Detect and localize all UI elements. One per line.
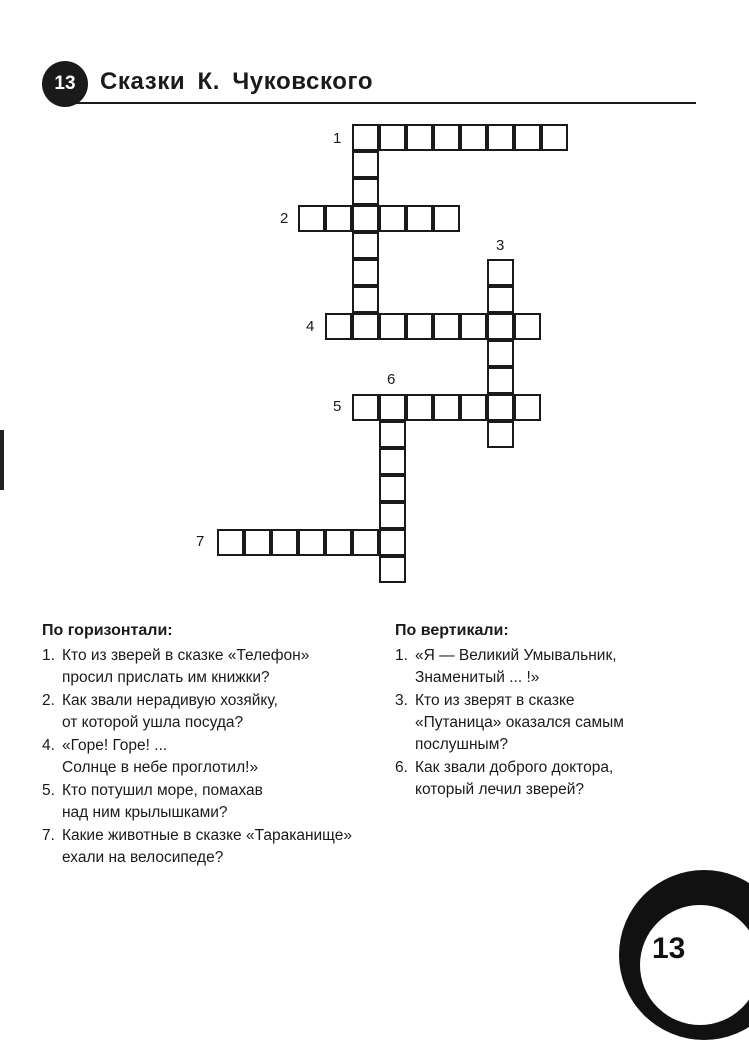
crossword-cell[interactable]	[217, 529, 244, 556]
crossword-cell[interactable]	[487, 286, 514, 313]
crossword-cell[interactable]	[487, 421, 514, 448]
across-clue-list	[42, 645, 372, 870]
clue-text: Кто из зверят в сказке «Путаница» оказался самым послушным?	[415, 692, 624, 753]
crossword-cell[interactable]	[406, 124, 433, 151]
crossword-cell[interactable]	[460, 124, 487, 151]
crossword-cell[interactable]	[271, 529, 298, 556]
clue-number: 2.	[42, 692, 55, 709]
page-title: Сказки К. Чуковского	[100, 68, 374, 95]
crossword-cell[interactable]	[352, 259, 379, 286]
crossword-cell[interactable]	[352, 232, 379, 259]
clue-text: Какие животные в сказке «Тараканище» ехали на велосипеде?	[62, 827, 352, 866]
crossword-cell[interactable]	[352, 529, 379, 556]
crossword-cell[interactable]	[379, 475, 406, 502]
crossword-number-6: 6	[387, 371, 396, 388]
across-clue	[42, 690, 372, 734]
across-clue	[42, 645, 372, 689]
crossword-cell[interactable]	[487, 259, 514, 286]
crossword-cell[interactable]	[352, 205, 379, 232]
clue-number: 4.	[42, 737, 55, 754]
crossword-cell[interactable]	[487, 340, 514, 367]
clue-text: Кто из зверей в сказке «Телефон» просил прислать им книжки?	[62, 647, 310, 686]
across-clue	[42, 780, 372, 824]
across-clue	[42, 825, 372, 869]
crossword-cell[interactable]	[406, 313, 433, 340]
crossword-cell[interactable]	[433, 205, 460, 232]
across-heading: По горизонтали:	[42, 622, 173, 639]
clue-number: 1.	[395, 647, 408, 664]
crossword-cell[interactable]	[298, 529, 325, 556]
clue-number: 5.	[42, 782, 55, 799]
down-clue	[395, 757, 695, 801]
crossword-number-2: 2	[280, 210, 289, 227]
crossword-cell[interactable]	[379, 529, 406, 556]
clue-number: 6.	[395, 759, 408, 776]
crossword-cell[interactable]	[406, 394, 433, 421]
crossword-cell[interactable]	[514, 124, 541, 151]
crossword-cell[interactable]	[379, 313, 406, 340]
crossword-cell[interactable]	[352, 124, 379, 151]
crossword-cell[interactable]	[487, 124, 514, 151]
down-clue	[395, 645, 695, 689]
down-heading: По вертикали:	[395, 622, 509, 639]
crossword-cell[interactable]	[487, 313, 514, 340]
crossword-cell[interactable]	[379, 448, 406, 475]
page-edge-mark	[0, 430, 4, 490]
crossword-cell[interactable]	[514, 313, 541, 340]
clue-number: 7.	[42, 827, 55, 844]
down-clue-list	[395, 645, 695, 802]
crossword-cell[interactable]	[406, 205, 433, 232]
clue-number: 3.	[395, 692, 408, 709]
crossword-cell[interactable]	[325, 529, 352, 556]
crossword-cell[interactable]	[487, 394, 514, 421]
clue-text: Как звали доброго доктора, который лечил зверей?	[415, 759, 614, 798]
crossword-cell[interactable]	[514, 394, 541, 421]
crossword-cell[interactable]	[352, 286, 379, 313]
crossword-cell[interactable]	[433, 394, 460, 421]
crossword-cell[interactable]	[379, 124, 406, 151]
crossword-cell[interactable]	[460, 394, 487, 421]
crossword-cell[interactable]	[352, 151, 379, 178]
page-number: 13	[652, 932, 686, 965]
crossword-cell[interactable]	[352, 178, 379, 205]
crossword-cell[interactable]	[433, 313, 460, 340]
crossword-cell[interactable]	[460, 313, 487, 340]
crossword-cell[interactable]	[244, 529, 271, 556]
crossword-cell[interactable]	[298, 205, 325, 232]
clue-text: Кто потушил море, помахав над ним крылышками?	[62, 782, 263, 821]
clue-text: Как звали нерадивую хозяйку, от которой ушла посуда?	[62, 692, 278, 731]
across-clue	[42, 735, 372, 779]
crossword-cell[interactable]	[487, 367, 514, 394]
crossword-cell[interactable]	[379, 502, 406, 529]
crossword-number-1: 1	[333, 130, 342, 147]
crossword-cell[interactable]	[541, 124, 568, 151]
down-clue	[395, 690, 695, 756]
crossword-cell[interactable]	[325, 313, 352, 340]
clue-number: 1.	[42, 647, 55, 664]
crossword-cell[interactable]	[352, 394, 379, 421]
crossword-cell[interactable]	[352, 313, 379, 340]
crossword-cell[interactable]	[325, 205, 352, 232]
section-number: 13	[54, 73, 76, 94]
crossword-cell[interactable]	[433, 124, 460, 151]
crossword-number-7: 7	[196, 533, 205, 550]
crossword-cell[interactable]	[379, 394, 406, 421]
crossword-cell[interactable]	[379, 421, 406, 448]
clue-text: «Я — Великий Умывальник, Знаменитый ... !»	[415, 647, 617, 686]
crossword-number-3: 3	[496, 237, 505, 254]
crossword-number-4: 4	[306, 318, 315, 335]
crossword-cell[interactable]	[379, 556, 406, 583]
crossword-number-5: 5	[333, 398, 342, 415]
crossword-cell[interactable]	[379, 205, 406, 232]
clue-text: «Горе! Горе! ... Солнце в небе проглотил!»	[62, 737, 259, 776]
